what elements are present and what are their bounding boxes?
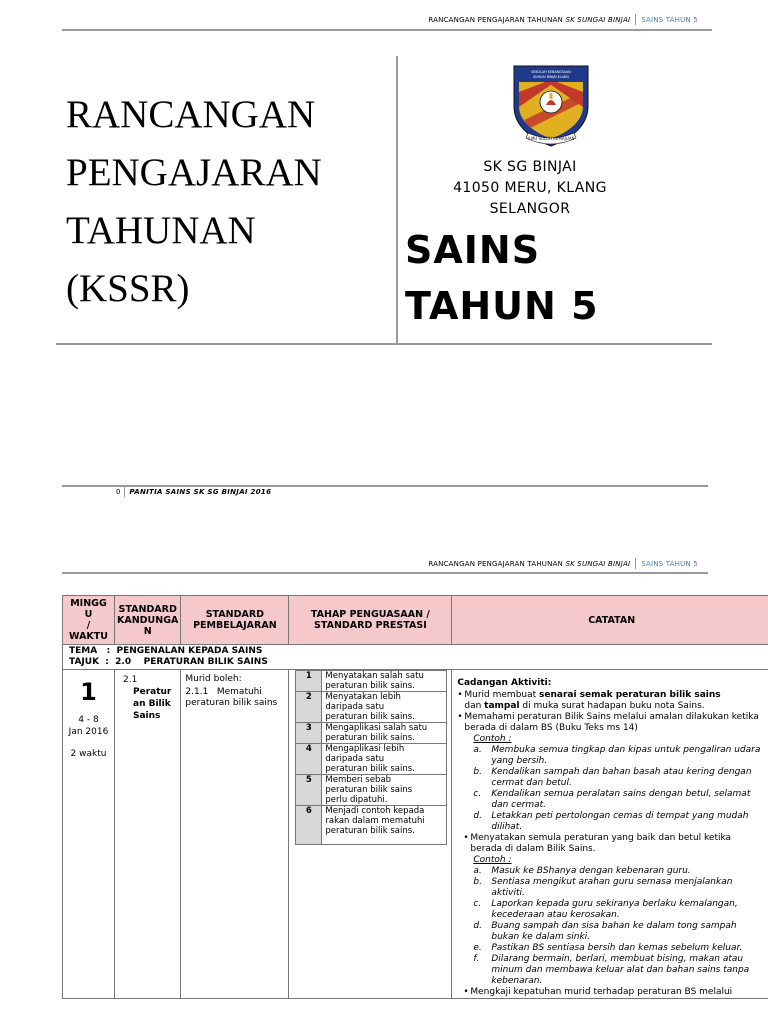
cover-title-line: TAHUNAN (66, 209, 256, 252)
tahap-row: 2 Menyatakan lebih daripada satu peraturan bilik sains. (296, 692, 447, 723)
pembelajaran-line: peraturan bilik sains (185, 698, 278, 708)
subject-line: TAHUN 5 (405, 284, 599, 328)
running-header (428, 14, 698, 25)
week-dates: 4 - 8 Jan 2016 (68, 715, 109, 737)
tahap-row: 1 Menyatakan salah satu peraturan bilik sains. (296, 671, 447, 692)
page-footer (116, 487, 271, 497)
catatan-bullet: • Memahami peraturan Bilik Sains melalui amalan dilakukan ketika berada di dalam BS (Buku Teks ms 14) (457, 712, 765, 734)
svg-text:SUNGAI BINJAI KLANG: SUNGAI BINJAI KLANG (532, 75, 570, 79)
lesson-plan-table (62, 595, 768, 999)
logo-motto: ILMU SULUH KEMAJUAN (527, 136, 575, 141)
header-rule-2 (62, 572, 708, 574)
school-address-line: 41050 MERU, KLANG (453, 180, 607, 196)
week-cell (63, 670, 115, 999)
cover-title-line: RANCANGAN (66, 93, 316, 136)
pembelajaran-line: 2.1.1 Mematuhi (185, 687, 262, 697)
contoh-label: Contoh : (473, 734, 512, 744)
cover-divider (396, 56, 398, 344)
school-address-line: SELANGOR (489, 201, 571, 217)
example-item: c. Kendalikan semua peralatan sains dengan betul, selamat dan cermat. (473, 789, 751, 810)
tahap-row: 4 Mengaplikasi lebih daripada satu peraturan bilik sains. (296, 744, 447, 775)
catatan-bullet: • Mengkaji kepatuhan murid terhadap peraturan BS melalui (463, 987, 765, 998)
cover-bottom-rule (56, 343, 712, 345)
school-logo (510, 62, 592, 148)
week-number: 1 (80, 678, 97, 706)
tahap-row: 3 Mengaplikasi salah satu peraturan bilik sains. (296, 723, 447, 744)
tahap-cell (289, 670, 452, 999)
header-doc-title: RANCANGAN PENGAJARAN TAHUNAN (428, 559, 563, 568)
school-address (430, 157, 630, 220)
pembelajaran-cell (181, 670, 289, 999)
subject-line: SAINS (405, 228, 541, 272)
example-item: d. Buang sampah dan sisa bahan ke dalam tong sampah bukan ke dalam sinki. (473, 921, 737, 942)
example-item: e. Pastikan BS sentiasa bersih dan kemas sebelum keluar. (473, 943, 743, 953)
tahap-table (295, 670, 447, 845)
header-divider (635, 558, 636, 569)
cover-title-line: PENGAJARAN (66, 151, 322, 194)
col-pembelajaran-header: STANDARD PEMBELAJARAN (181, 596, 289, 645)
tahap-row: 5 Memberi sebab peraturan bilik sains perlu dipatuhi. (296, 775, 447, 806)
catatan-bullet: • Murid membuat senarai semak peraturan bilik sains dan tampal di muka surat hadapan buku nota Sains. (457, 690, 765, 712)
example-item: f. Dilarang bermain, berlari, membuat bising, makan atau minum dan membawa keluar alat dan bahan sains tanpa kebenaran. (473, 954, 750, 986)
table-row (63, 670, 768, 999)
header-school: SK SUNGAI BINJAI (565, 559, 631, 568)
col-kandungan-header: STANDARD KANDUNGA N (115, 596, 181, 645)
header-subject: SAINS TAHUN 5 (641, 559, 698, 568)
footer-text: PANITIA SAINS SK SG BINJAI 2016 (129, 488, 272, 496)
running-header-2 (428, 558, 698, 569)
svg-text:SEKOLAH KEBANGSAAN: SEKOLAH KEBANGSAAN (531, 70, 571, 74)
page-number: 0 (116, 488, 121, 496)
col-minggu-header: MINGG U / WAKTU (63, 596, 115, 645)
header-doc-title: RANCANGAN PENGAJARAN TAHUNAN (428, 15, 563, 24)
header-subject: SAINS TAHUN 5 (641, 15, 698, 24)
school-name: SK SG BINJAI (483, 159, 577, 175)
cover-title (66, 86, 322, 318)
example-item: b. Sentiasa mengikut arahan guru semasa menjalankan aktiviti. (473, 877, 733, 898)
col-tahap-header: TAHAP PENGUASAAN / STANDARD PRESTASI (289, 596, 452, 645)
kandungan-title: Peratur an Bilik Sains (133, 687, 172, 721)
catatan-title: Cadangan Aktiviti: (457, 678, 552, 688)
subject-title (405, 222, 599, 334)
contoh-label: Contoh : (473, 855, 512, 865)
kandungan-code: 2.1 (123, 675, 138, 685)
example-item: c. Laporkan kepada guru sekiranya berlaku kemalangan, kecederaan atau kerosakan. (473, 899, 738, 920)
cover-title-line: (KSSR) (66, 267, 190, 310)
kandungan-cell (115, 670, 181, 999)
example-item: b. Kendalikan sampah dan bahan basah atau kering dengan cermat dan betul. (473, 767, 752, 788)
example-item: a. Masuk ke BShanya dengan kebenaran guru. (473, 866, 691, 876)
header-divider (635, 14, 636, 25)
tema-row (63, 645, 768, 670)
header-school: SK SUNGAI BINJAI (565, 15, 631, 24)
catatan-bullet: • Menyatakan semula peraturan yang baik dan betul ketika berada di dalam Bilik Sains. (463, 833, 765, 855)
example-item: a. Membuka semua tingkap dan kipas untuk pengaliran udara yang bersih. (473, 745, 761, 766)
week-time: 2 waktu (70, 749, 107, 759)
table-header-row (63, 596, 768, 645)
pembelajaran-line: Murid boleh: (185, 674, 242, 684)
header-rule (62, 29, 712, 31)
catatan-cell (452, 670, 768, 999)
col-catatan-header: CATATAN (452, 596, 768, 645)
example-item: d. Letakkan peti pertolongan cemas di tempat yang mudah dilihat. (473, 811, 749, 832)
footer-divider (124, 487, 125, 497)
tema-text: TEMA : PENGENALAN KEPADA SAINS (69, 646, 263, 656)
tajuk-text: TAJUK : 2.0 PERATURAN BILIK SAINS (69, 657, 268, 667)
tahap-row: 6 Menjadi contoh kepada rakan dalam mematuhi peraturan bilik sains. (296, 806, 447, 845)
